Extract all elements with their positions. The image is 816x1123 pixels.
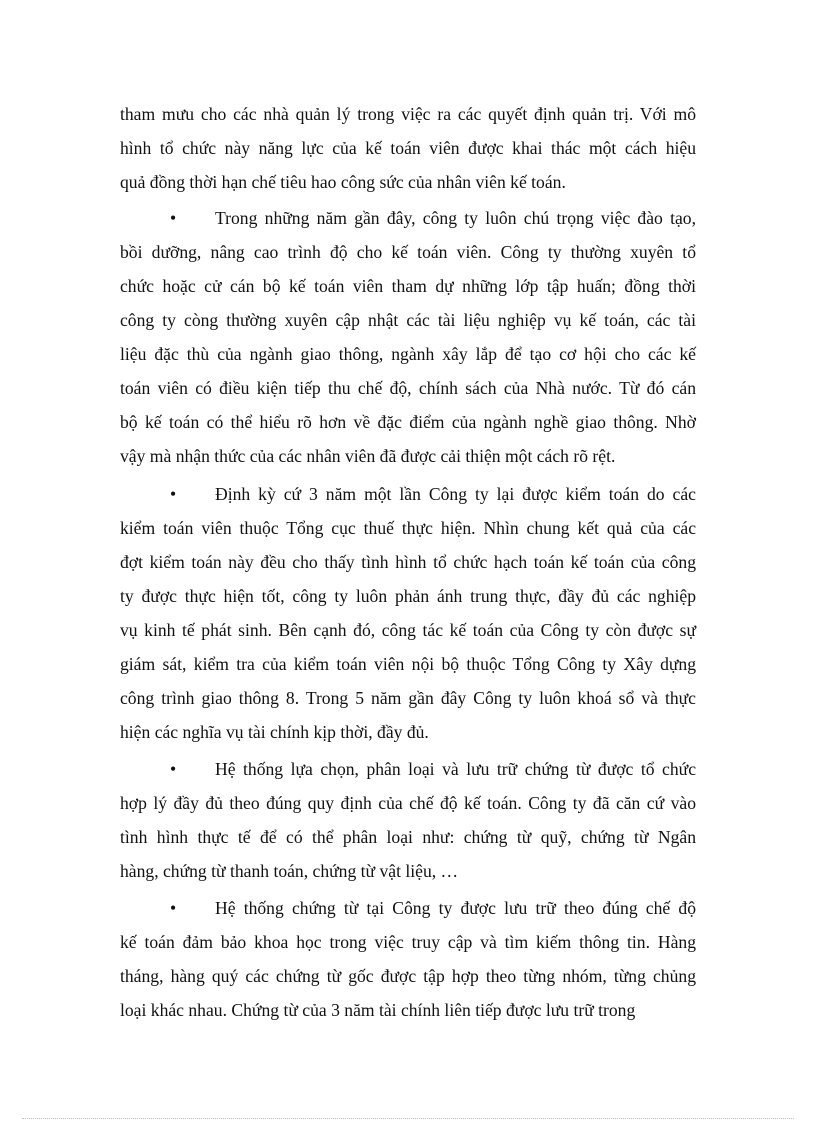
text-line: hiện các nghĩa vụ tài chính kịp thời, đầy đủ. bbox=[120, 722, 429, 742]
text-line: công ty còng thường xuyên cập nhật các tài liệu nghiệp vụ kế toán, các tài bbox=[120, 310, 696, 330]
text-line: vụ kinh tế phát sinh. Bên cạnh đó, công tác kế toán của Công ty còn được sự bbox=[120, 620, 696, 640]
text-line: đợt kiểm toán này đều cho thấy tình hình tổ chức hạch toán kế toán của công bbox=[120, 552, 696, 572]
text-line: Định kỳ cứ 3 năm một lần Công ty lại được kiểm toán do các bbox=[215, 484, 696, 504]
footer-dotted-rule bbox=[22, 1118, 794, 1119]
text-line: tình hình thực tế để có thể phân loại như: chứng từ quỹ, chứng từ Ngân bbox=[120, 827, 696, 847]
bullet-icon: • bbox=[170, 208, 177, 228]
text-line: hàng, chứng từ thanh toán, chứng từ vật liệu, … bbox=[120, 861, 459, 881]
text-line: vậy mà nhận thức của các nhân viên đã được cải thiện một cách rõ rệt. bbox=[120, 446, 616, 466]
text-line: tháng, hàng quý các chứng từ gốc được tập hợp theo từng nhóm, từng chủng bbox=[120, 966, 696, 986]
text-line: toán viên có điều kiện tiếp thu chế độ, chính sách của Nhà nước. Từ đó cán bbox=[120, 378, 696, 398]
bullet-icon: • bbox=[170, 484, 177, 504]
text-line: kiểm toán viên thuộc Tổng cục thuế thực hiện. Nhìn chung kết quả của các bbox=[120, 518, 696, 538]
text-line: loại khác nhau. Chứng từ của 3 năm tài chính liên tiếp được lưu trữ trong bbox=[120, 1000, 636, 1020]
text-line: chức hoặc cử cán bộ kế toán viên tham dự những lớp tập huấn; đồng thời bbox=[120, 276, 696, 296]
text-line: quả đồng thời hạn chế tiêu hao công sức của nhân viên kế toán. bbox=[120, 172, 566, 192]
bullet-icon: • bbox=[170, 898, 177, 918]
text-line: kế toán đảm bảo khoa học trong việc truy cập và tìm kiếm thông tin. Hàng bbox=[120, 932, 696, 952]
text-line: giám sát, kiểm tra của kiểm toán viên nội bộ thuộc Tổng Công ty Xây dựng bbox=[120, 654, 696, 674]
text-line: công trình giao thông 8. Trong 5 năm gần đây Công ty luôn khoá sổ và thực bbox=[120, 688, 696, 708]
text-line: ty được thực hiện tốt, công ty luôn phản ánh trung thực, đầy đủ các nghiệp bbox=[120, 586, 696, 606]
bullet-icon: • bbox=[170, 759, 177, 779]
text-line: tham mưu cho các nhà quản lý trong việc ra các quyết định quản trị. Với mô bbox=[120, 104, 696, 124]
text-line: hợp lý đầy đủ theo đúng quy định của chế độ kế toán. Công ty đã căn cứ vào bbox=[120, 793, 696, 813]
text-line: Trong những năm gần đây, công ty luôn chú trọng việc đào tạo, bbox=[215, 208, 696, 228]
text-line: bồi dưỡng, nâng cao trình độ cho kế toán viên. Công ty thường xuyên tổ bbox=[120, 242, 696, 262]
text-line: bộ kế toán có thể hiểu rõ hơn về đặc điểm của ngành nghề giao thông. Nhờ bbox=[120, 412, 696, 432]
text-line: hình tổ chức này năng lực của kế toán viên được khai thác một cách hiệu bbox=[120, 138, 696, 158]
text-line: Hệ thống lựa chọn, phân loại và lưu trữ chứng từ được tổ chức bbox=[215, 759, 696, 779]
text-line: Hệ thống chứng từ tại Công ty được lưu trữ theo đúng chế độ bbox=[215, 898, 696, 918]
text-line: liệu đặc thù của ngành giao thông, ngành xây lắp để tạo cơ hội cho các kế bbox=[120, 344, 696, 364]
